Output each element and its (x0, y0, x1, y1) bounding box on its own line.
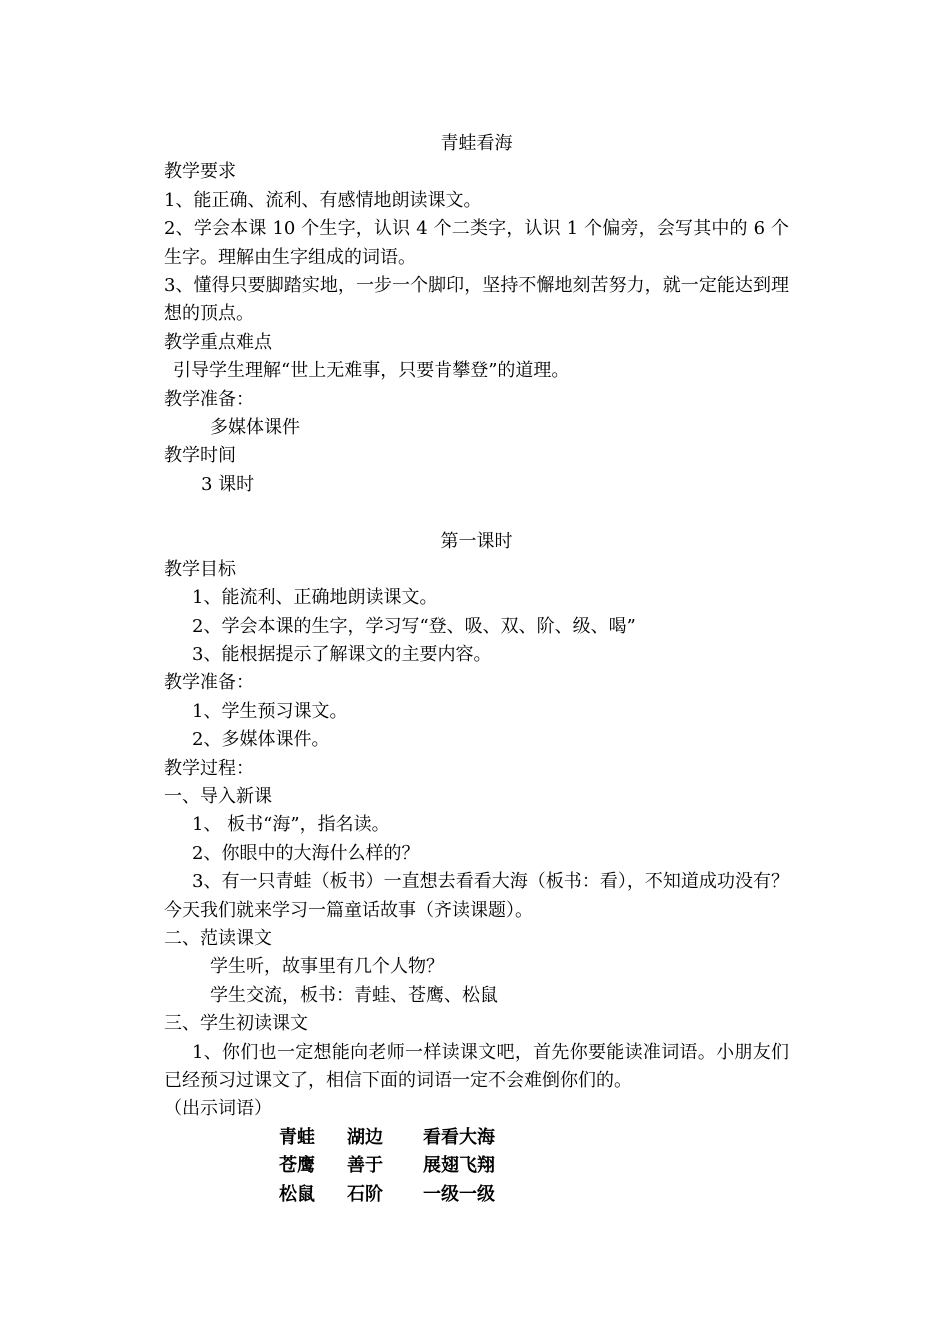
process-heading: 教学过程： (164, 757, 254, 779)
vocab-table (164, 1124, 789, 1209)
section-item-text: 3、有一只青蛙（板书）一直想去看看大海（板书：看），不知道成功没有？今天我们就来学习一篇童话故事（齐读课题）。 (164, 871, 789, 921)
goal-item: 1、能流利、正确地朗读课文。 (192, 587, 438, 609)
vocab-word: 石阶 (347, 1183, 383, 1205)
goals-heading: 教学目标 (164, 558, 236, 580)
section-item: 学生听，故事里有几个人物？ (210, 956, 444, 978)
section-item (164, 1039, 789, 1096)
vocab-word: 松鼠 (279, 1183, 315, 1205)
vocab-row (279, 1181, 789, 1209)
spacer (164, 499, 789, 527)
show-words-label: （出示词语） (164, 1098, 272, 1120)
lesson-prep-item: 2、多媒体课件。 (192, 729, 330, 751)
section-item: 1、 板书“海”，指名读。 (192, 814, 390, 836)
vocab-word: 展翅飞翔 (423, 1155, 495, 1177)
vocab-word: 苍鹰 (279, 1155, 315, 1177)
keypoints-text: 引导学生理解“世上无难事，只要肯攀登”的道理。 (173, 360, 570, 382)
goal-item: 3、能根据提示了解课文的主要内容。 (192, 644, 492, 666)
document-page (164, 130, 789, 1209)
time-heading: 教学时间 (164, 445, 236, 467)
vocab-word: 一级一级 (423, 1183, 495, 1205)
section-item-text: 1、你们也一定想能向老师一样读课文吧，首先你要能读准词语。小朋友们已经预习过课文了，相信下面的词语一定不会难倒你们的。 (164, 1041, 789, 1091)
vocab-word: 青蛙 (279, 1126, 315, 1148)
prep-heading: 教学准备： (164, 388, 254, 410)
requirement-item: 2、学会本课 10 个生字，认识 4 个二类字，认识 1 个偏旁，会写其中的 6 个生字。理解由生字组成的词语。 (164, 218, 789, 268)
vocab-word: 看看大海 (423, 1126, 495, 1148)
section-item: 学生交流，板书：青蛙、苍鹰、松鼠 (210, 984, 498, 1006)
section-heading: 二、范读课文 (164, 928, 272, 950)
vocab-row (279, 1124, 789, 1152)
vocab-word: 善于 (347, 1155, 383, 1177)
section-item (164, 868, 789, 925)
lesson-prep-heading: 教学准备： (164, 672, 254, 694)
requirements-heading: 教学要求 (164, 161, 236, 183)
goal-item: 2、学会本课的生字，学习写“登、吸、双、阶、级、喝” (192, 615, 636, 637)
vocab-word: 湖边 (347, 1126, 383, 1148)
prep-text: 多媒体课件 (210, 416, 300, 438)
time-text: 3 课时 (201, 473, 255, 495)
requirement-item: 3、懂得只要脚踏实地，一步一个脚印，坚持不懈地刻苦努力，就一定能达到理想的顶点。 (164, 274, 789, 325)
section-heading: 三、学生初读课文 (164, 1013, 308, 1035)
vocab-row (279, 1152, 789, 1180)
requirement-item: 1、能正确、流利、有感情地朗读课文。 (164, 189, 482, 211)
section-heading: 一、导入新课 (164, 786, 272, 808)
keypoints-heading: 教学重点难点 (164, 331, 272, 353)
document-title: 青蛙看海 (440, 133, 513, 154)
lesson-heading: 第一课时 (440, 530, 513, 552)
lesson-prep-item: 1、学生预习课文。 (192, 700, 348, 722)
section-item: 2、你眼中的大海什么样的？ (192, 842, 420, 864)
